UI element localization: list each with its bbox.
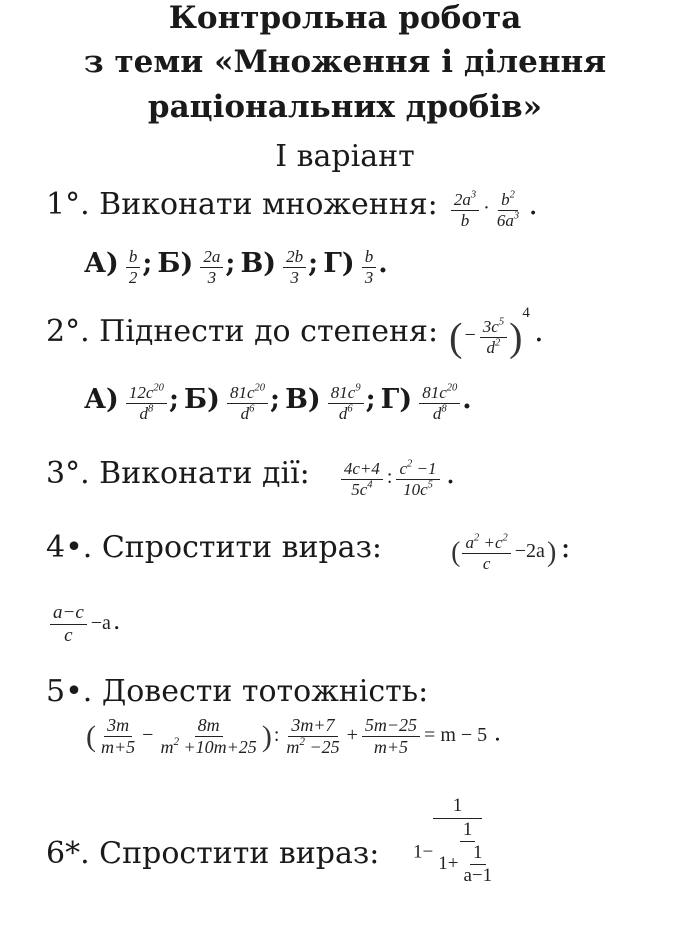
- task-6-label: 6*. Спростити вираз:: [46, 836, 380, 871]
- task-1-expression: $\frac{2a^3}{b}$ · $\frac{b^2}{6a^3}$: [449, 199, 528, 218]
- task-3-expression: $\frac{4c+4}{5c^4}$ : $\frac{c^2 -1}{10c^5}$: [339, 468, 446, 487]
- task-6-expression: 1 1− 1 1+ $\frac{1}{a-1}$: [413, 795, 493, 886]
- task-3: 3°. Виконати дії: $\frac{4c+4}{5c^4}$ : $\frac{c^2 -1}{10c^5}$ .: [46, 456, 456, 499]
- document-topic: раціональних дробів»: [147, 89, 543, 125]
- task-4-label: 4•. Спростити вираз:: [46, 530, 383, 565]
- task-2-expression: ( − $\frac{3c^5}{d^2}$ )$^4$: [449, 305, 530, 360]
- document-subtitle: з теми «Множення і ділення: [83, 44, 607, 80]
- task-2-label: 2°. Піднести до степеня:: [46, 314, 439, 349]
- task-5: [46, 674, 428, 709]
- task-4-expression-part2: $\frac{a-c}{c}$ −a.: [48, 603, 121, 646]
- task-4-expression-part1: ( $\frac{a^2 +c^2}{c}$ −2a): [451, 532, 557, 573]
- task-1-answers: А) $\frac{b}{2}$ ; Б) $\frac{2a}{3}$ ; В) $\frac{2b}{3}$ ; Г) $\frac{b}{3}$ .: [84, 247, 388, 287]
- variant-label: І варіант: [275, 139, 415, 174]
- task-4: 4•. Спростити вираз: ( $\frac{a^2 +c^2}{c}$ −2a) :: [46, 530, 571, 573]
- document-title: Контрольна робота: [168, 0, 522, 36]
- task-3-label: 3°. Виконати дії:: [46, 456, 310, 491]
- task-5-label: 5•. Довести тотожність:: [46, 674, 429, 709]
- task-2: 2°. Піднести до степеня: ( − $\frac{3c^5}{d^2}$ )$^4$ .: [46, 305, 544, 360]
- task-5-expression: ( $\frac{3m}{m+5}$ − $\frac{8m}{m^2 +10m+25}$ ) : $\frac{3m+7}{m^2 -25}$ + $\frac{5m-25}{m+5}$ = m − 5 .: [86, 715, 502, 757]
- task-2-answers: А) $\frac{12c^{20}}{d^8}$ ; Б) $\frac{81c^{20}}{d^6}$ ; В) $\frac{81c^9}{d^6}$ ; Г) $\frac{81c^{20}}{d^8}$ .: [84, 382, 472, 423]
- task-1: 1°. Виконати множення: $\frac{2a^3}{b}$ · $\frac{b^2}{6a^3}$ .: [46, 187, 538, 230]
- task-6: [46, 836, 379, 871]
- task-1-label: 1°. Виконати множення:: [46, 187, 438, 222]
